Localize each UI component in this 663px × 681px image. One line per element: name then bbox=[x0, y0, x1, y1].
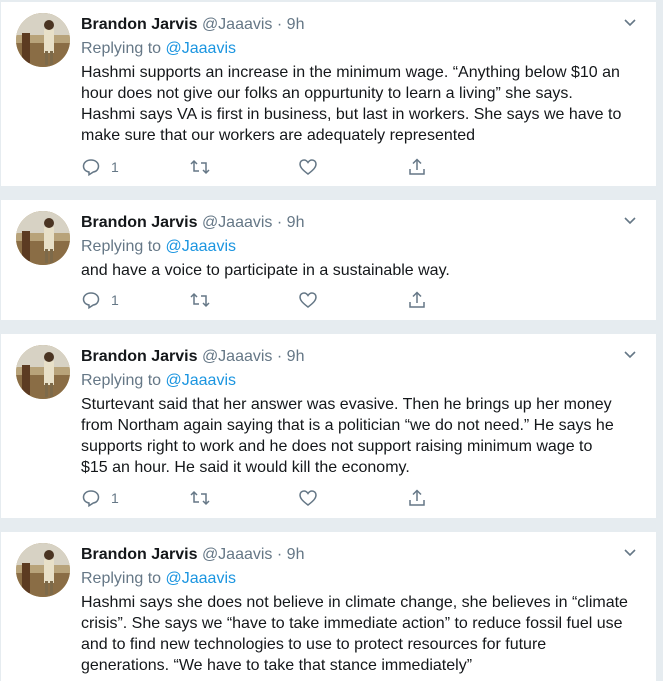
tweet-text-line: generations. “We have to take that stance immediately” bbox=[81, 657, 473, 674]
avatar[interactable] bbox=[16, 211, 70, 265]
like-button[interactable] bbox=[298, 487, 318, 509]
chevron-down-icon[interactable] bbox=[622, 346, 638, 362]
tweet-card[interactable] bbox=[1, 200, 656, 320]
like-icon bbox=[298, 290, 318, 310]
tweet-text bbox=[81, 394, 641, 478]
reply-count: 1 bbox=[111, 490, 119, 506]
tweet-header bbox=[81, 212, 304, 234]
retweet-icon bbox=[189, 488, 211, 508]
reply-icon bbox=[81, 488, 101, 508]
author-name[interactable]: Brandon Jarvis bbox=[81, 348, 198, 365]
like-button[interactable] bbox=[298, 289, 318, 311]
avatar[interactable] bbox=[16, 543, 70, 597]
reply-button[interactable] bbox=[81, 289, 119, 311]
tweet-header bbox=[81, 544, 304, 566]
retweet-button[interactable] bbox=[189, 289, 211, 311]
share-button[interactable] bbox=[407, 289, 427, 311]
tweet-text-line: Hashmi supports an increase in the minimum wage. “Anything below $10 an bbox=[81, 64, 620, 81]
retweet-button[interactable] bbox=[189, 156, 211, 178]
tweet-time[interactable]: 9h bbox=[286, 546, 305, 563]
tweet-actions bbox=[81, 487, 441, 509]
author-handle[interactable]: @Jaaavis bbox=[201, 214, 273, 231]
like-icon bbox=[298, 157, 318, 177]
tweet-actions bbox=[81, 289, 441, 311]
tweet-text-line: $15 an hour. He said it would kill the economy. bbox=[81, 459, 410, 476]
tweet-actions bbox=[81, 156, 441, 178]
tweet-card[interactable] bbox=[1, 532, 656, 681]
replying-to-label: Replying to bbox=[81, 372, 162, 389]
tweet-text-line: Hashmi says she does not believe in climate change, she believes in “climate bbox=[81, 594, 628, 611]
reply-icon bbox=[81, 157, 101, 177]
author-handle[interactable]: @Jaaavis bbox=[201, 348, 273, 365]
share-button[interactable] bbox=[407, 487, 427, 509]
replying-to bbox=[81, 236, 236, 258]
avatar[interactable] bbox=[16, 13, 70, 67]
tweet-text bbox=[81, 592, 641, 676]
tweet-text bbox=[81, 62, 641, 146]
retweet-icon bbox=[189, 290, 211, 310]
author-name[interactable]: Brandon Jarvis bbox=[81, 214, 198, 231]
chevron-down-icon[interactable] bbox=[622, 544, 638, 560]
replying-to-mention[interactable]: @Jaaavis bbox=[165, 40, 236, 57]
author-name[interactable]: Brandon Jarvis bbox=[81, 546, 198, 563]
tweet-time[interactable]: 9h bbox=[286, 348, 305, 365]
chevron-down-icon[interactable] bbox=[622, 212, 638, 228]
tweet-text-line: from Northam again saying that is a politician “we do not need.” He says he bbox=[81, 417, 614, 434]
like-icon bbox=[298, 488, 318, 508]
tweet-text-line: hour does not give our folks an oppurtunity to learn a living” she says. bbox=[81, 85, 573, 102]
replying-to bbox=[81, 370, 236, 392]
retweet-button[interactable] bbox=[189, 487, 211, 509]
avatar[interactable] bbox=[16, 345, 70, 399]
retweet-icon bbox=[189, 157, 211, 177]
tweet-header bbox=[81, 346, 304, 368]
replying-to-label: Replying to bbox=[81, 570, 162, 587]
tweet-text bbox=[81, 260, 641, 281]
replying-to-mention[interactable]: @Jaaavis bbox=[165, 238, 236, 255]
tweet-header bbox=[81, 14, 304, 36]
author-handle[interactable]: @Jaaavis bbox=[201, 16, 273, 33]
separator-dot: · bbox=[276, 546, 283, 563]
tweet-card[interactable] bbox=[1, 334, 656, 518]
reply-count: 1 bbox=[111, 159, 119, 175]
tweet-card[interactable] bbox=[1, 2, 656, 186]
reply-button[interactable] bbox=[81, 487, 119, 509]
reply-count: 1 bbox=[111, 292, 119, 308]
like-button[interactable] bbox=[298, 156, 318, 178]
replying-to-mention[interactable]: @Jaaavis bbox=[165, 570, 236, 587]
tweet-text-line: crisis”. She says we “have to take immediate action” to reduce fossil fuel use bbox=[81, 615, 623, 632]
replying-to-label: Replying to bbox=[81, 238, 162, 255]
share-button[interactable] bbox=[407, 156, 427, 178]
chevron-down-icon[interactable] bbox=[622, 14, 638, 30]
tweet-text-line: make sure that our workers are adequately represented bbox=[81, 127, 475, 144]
share-icon bbox=[407, 157, 427, 177]
separator-dot: · bbox=[276, 214, 283, 231]
replying-to-mention[interactable]: @Jaaavis bbox=[165, 372, 236, 389]
replying-to bbox=[81, 568, 236, 590]
reply-button[interactable] bbox=[81, 156, 119, 178]
tweet-text-line: and have a voice to participate in a sustainable way. bbox=[81, 262, 450, 279]
tweet-text-line: supports right to work and he does not support raising minimum wage to bbox=[81, 438, 593, 455]
share-icon bbox=[407, 488, 427, 508]
tweet-text-line: Sturtevant said that her answer was evasive. Then he brings up her money bbox=[81, 396, 612, 413]
tweet-text-line: Hashmi says VA is first in business, but last in workers. She says we have to bbox=[81, 106, 622, 123]
author-name[interactable]: Brandon Jarvis bbox=[81, 16, 198, 33]
separator-dot: · bbox=[276, 16, 283, 33]
share-icon bbox=[407, 290, 427, 310]
tweet-text-line: and to find new technologies to use to protect resources for future bbox=[81, 636, 547, 653]
separator-dot: · bbox=[276, 348, 283, 365]
replying-to-label: Replying to bbox=[81, 40, 162, 57]
replying-to bbox=[81, 38, 236, 60]
tweet-time[interactable]: 9h bbox=[286, 16, 305, 33]
author-handle[interactable]: @Jaaavis bbox=[201, 546, 273, 563]
reply-icon bbox=[81, 290, 101, 310]
tweet-time[interactable]: 9h bbox=[286, 214, 305, 231]
